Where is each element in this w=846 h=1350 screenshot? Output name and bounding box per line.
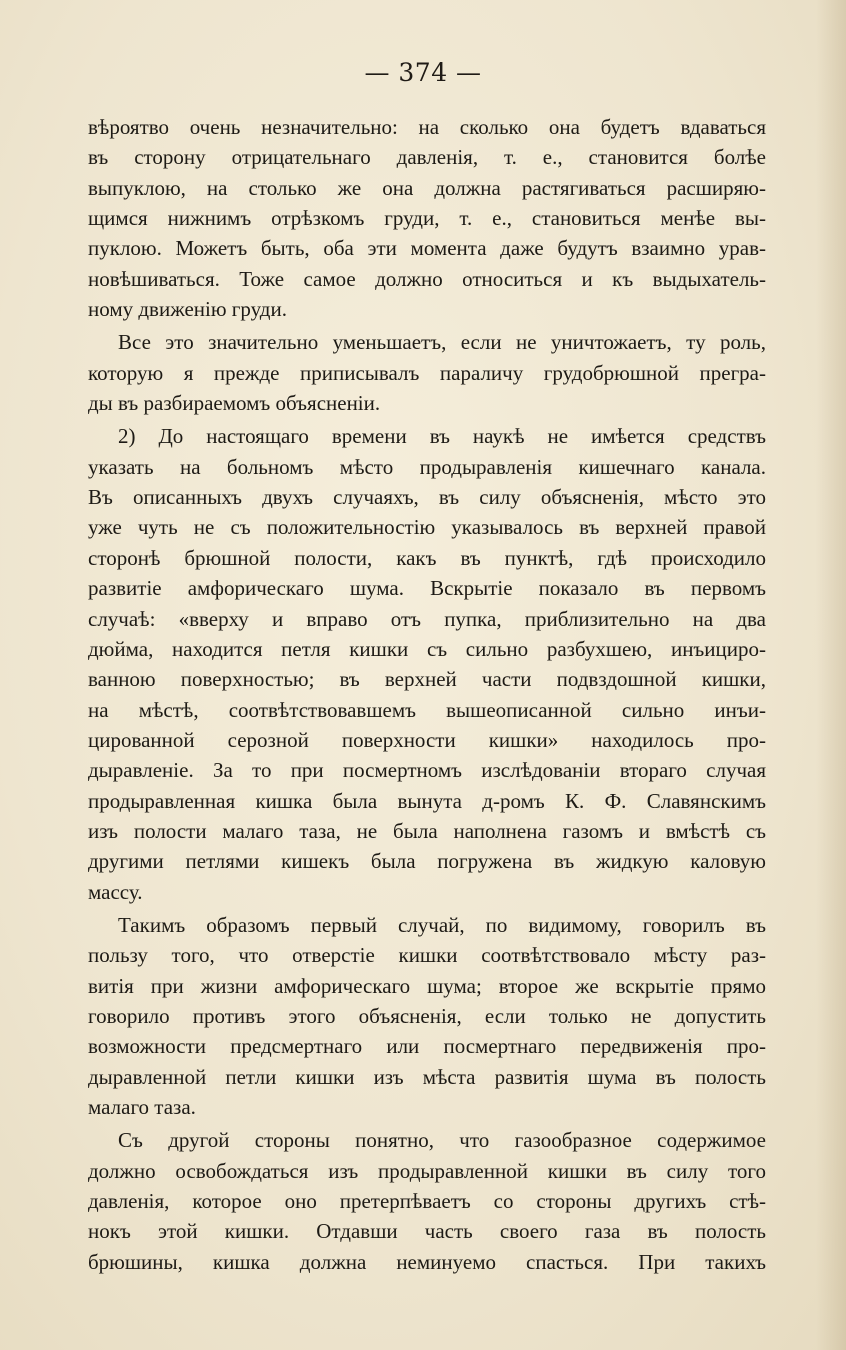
text-line: пуклою. Можетъ быть, оба эти момента даже будутъ взаимно урав- [88,236,766,261]
page-edge-shadow [816,0,846,1350]
text-line: на мѣстѣ, соотвѣтствовавшемъ вышеописанной сильно инъи- [88,697,766,722]
text-line: должно освобождаться изъ продыравленной кишки въ силу того [88,1158,766,1183]
text-line: въ сторону отрицательнаго давленія, т. е., становится болѣе [88,145,766,170]
text-line: Въ описанныхъ двухъ случаяхъ, въ силу объясненія, мѣсто это [88,485,766,510]
text-line: массу. [88,879,143,904]
text-line: щимся нижнимъ отрѣзкомъ груди, т. е., становиться менѣе вы- [88,206,766,231]
text-line: 2) До настоящаго времени въ наукѣ не имѣется средствъ [118,424,766,449]
text-line: цированной серозной поверхности кишки» находилось про- [88,727,766,752]
text-line: которую я прежде приписывалъ параличу грудобрюшной прегра- [88,360,766,385]
text-line: случаѣ: «вверху и вправо отъ пупка, приблизительно на два [88,606,766,631]
text-line: дюйма, находится петля кишки съ сильно разбухшею, инъициро- [88,636,766,661]
text-line: возможности предсмертнаго или посмертнаго передвиженія про- [88,1034,766,1059]
paragraph [88,910,766,1122]
text-line: вѣроятво очень незначительно: на сколько она будетъ вдаваться [88,115,766,139]
text-line: Все это значительно уменьшаетъ, если не уничтожаетъ, ту роль, [118,330,766,355]
text-line: продыравленная кишка была вынута д-ромъ К. Ф. Славянскимъ [88,788,766,813]
text-line: ды въ разбираемомъ объясненіи. [88,391,381,416]
text-line: дыравленіе. За то при посмертномъ изслѣдованіи втораго случая [88,758,766,783]
text-line: сторонѣ брюшной полости, какъ въ пунктѣ, гдѣ происходило [88,545,766,570]
text-line: дыравленной петли кишки изъ мѣста развитія шума въ полость [88,1064,766,1089]
text-line: указать на больномъ мѣсто продыравленія кишечнаго канала. [88,454,766,479]
paragraph [88,421,766,907]
text-line: другими петлями кишекъ была погружена въ жидкую каловую [88,849,766,874]
text-line: новѣшиваться. Тоже самое должно относиться и къ выдыхатель- [88,266,766,291]
text-line: малаго таза. [88,1095,196,1119]
text-line: нокъ этой кишки. Отдавши часть своего газа въ полость [88,1219,766,1244]
text-line: говорило противъ этого объясненія, если только не допустить [88,1003,766,1028]
text-line: давленія, которое оно претерпѣваетъ со стороны другихъ стѣ- [88,1189,766,1214]
paragraph [88,112,766,324]
text-line: изъ полости малаго таза, не была наполнена газомъ и вмѣстѣ съ [88,818,766,843]
body-text [88,112,766,1280]
text-line: уже чуть не съ положительностію указывалось въ верхней правой [88,515,766,540]
text-line: ванною поверхностью; въ верхней части подвздошной кишки, [88,667,766,692]
page-number: — 374 — [364,58,482,87]
text-line: развитіе амфорическаго шума. Вскрытіе показало въ первомъ [88,576,766,601]
text-line: Съ другой стороны понятно, что газообразное содержимое [118,1128,766,1153]
text-line: ному движенію груди. [88,297,287,322]
paragraph [88,1125,766,1277]
text-line: Такимъ образомъ первый случай, по видимому, говорилъ въ [118,912,766,937]
text-line: витія при жизни амфорическаго шума; второе же вскрытіе прямо [88,973,766,998]
text-line: пользу того, что отверстіе кишки соотвѣтствовало мѣсту раз- [88,943,766,968]
paragraph [88,327,766,418]
text-line: выпуклою, на столько же она должна растягиваться расширяю- [88,175,766,200]
text-line: брюшины, кишка должна неминуемо спасться. При такихъ [88,1249,766,1274]
